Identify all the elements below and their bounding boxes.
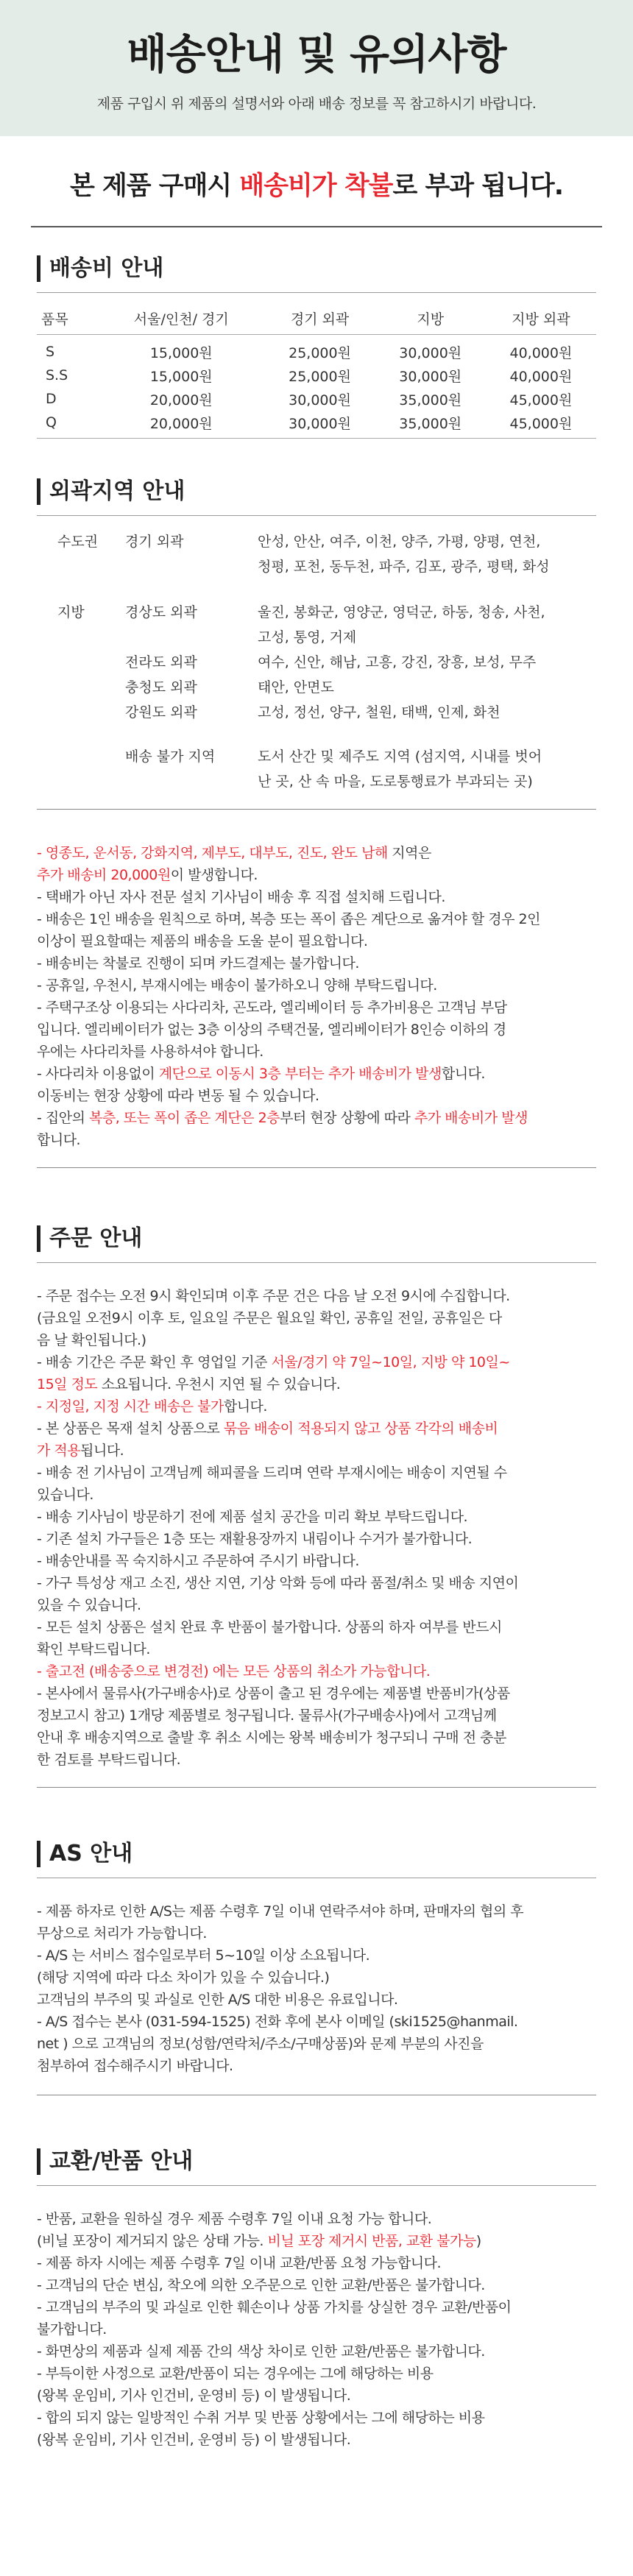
table-cell: 25,000원 [289, 368, 351, 385]
list-item [37, 974, 596, 997]
note-text: 음 날 확인됩니다.) [37, 1332, 146, 1348]
list-item [37, 1660, 596, 1682]
list-item [37, 1085, 596, 1107]
order-list [37, 1285, 596, 1771]
table-cell: Q [37, 411, 98, 439]
region-zone [125, 554, 258, 579]
notice-text-post: 로 부과 됩니다. [392, 171, 563, 201]
note-text: - 배송 기간은 주문 확인 후 영업일 기준 [37, 1354, 272, 1370]
note-text: - 배송은 1인 배송을 원칙으로 하며, 복층 또는 폭이 좁은 계단으로 옮겨야 할 경우 2인 [37, 911, 540, 927]
list-item [37, 2407, 596, 2429]
list-item [37, 1351, 596, 1373]
list-item: (해당 지역에 따라 다소 차이가 있을 수 있습니다.) [37, 1970, 330, 1986]
table-cell: 30,000원 [289, 392, 351, 408]
list-item: 첨부하여 접수해주시기 바랍니다. [37, 2058, 233, 2074]
note-text: (금요일 오전9시 이후 토, 일요일 주문은 월요일 확인, 공휴일 전일, 공휴일은 다 [37, 1310, 502, 1326]
region-zone: 배송 불가 지역 [125, 749, 216, 765]
list-item [37, 1749, 596, 1771]
region-row [37, 529, 596, 554]
region-zone: 전라도 외곽 [125, 654, 197, 670]
table-cell: 40,000원 [509, 344, 573, 361]
region-cities: 울진, 봉화군, 영양군, 영덕군, 하동, 청송, 사천, [258, 604, 545, 620]
list-item [37, 1506, 596, 1528]
note-text: 이상이 필요할때는 제품의 배송을 도울 분이 필요합니다. [37, 933, 368, 949]
section-title-as: AS 안내 [37, 1841, 596, 1867]
highlight-text: - 출고전 (배송중으로 변경전) 에는 모든 상품의 취소가 가능합니다. [37, 1663, 431, 1680]
region-cities: 도서 산간 및 제주도 지역 (섬지역, 시내를 벗어 [258, 749, 542, 765]
col-header: 품목 [37, 302, 98, 335]
divider [31, 226, 602, 227]
list-item [37, 1682, 596, 1705]
note-text: - 기존 설치 가구들은 1층 또는 재활용장까지 내림이나 수거가 불가합니다. [37, 1531, 473, 1547]
list-item [37, 952, 596, 974]
list-item [37, 2429, 596, 2451]
list-item [37, 2274, 596, 2296]
region-area [37, 650, 125, 675]
table-cell: 30,000원 [399, 368, 462, 385]
table-cell: 20,000원 [149, 392, 213, 408]
list-item [37, 1638, 596, 1660]
note-text: - 주문 접수는 오전 9시 확인되며 이후 주문 건은 다음 날 오전 9시에 수집합니다. [37, 1288, 510, 1304]
as-section [37, 1841, 596, 2095]
note-text: 됩니다. [80, 1443, 124, 1459]
note-text: 확인 부탁드립니다. [37, 1641, 150, 1657]
list-item [37, 1727, 596, 1749]
col-header: 서울/인천/ 경기 [98, 302, 264, 335]
note-text: 있을 수 있습니다. [37, 1597, 141, 1613]
list-item: 고객님의 부주의 및 과실로 인한 A/S 대한 비용은 유료입니다. [37, 1992, 398, 2008]
section-divider [37, 809, 596, 810]
region-area: 지방 [57, 604, 85, 620]
note-text: 이 발생합니다. [170, 867, 258, 883]
note-text: 지역은 [387, 845, 431, 861]
fee-section [37, 255, 596, 439]
table-cell: 40,000원 [509, 368, 573, 385]
list-item [37, 1572, 596, 1594]
table-cell: 45,000원 [486, 411, 596, 439]
highlight-text: 계단으로 이동시 3층 부터는 추가 배송비가 발생 [158, 1066, 442, 1082]
note-text: 입니다. 엘리베이터가 없는 3층 이상의 주택건물, 엘리베이터가 8인승 이하의 경 [37, 1022, 506, 1038]
list-item: - 제품 하자로 인한 A/S는 제품 수령후 7일 이내 연락주셔야 하며, 판매자의 협의 후 [37, 1903, 524, 1919]
table-cell: 35,000원 [399, 392, 462, 408]
notes-list [37, 842, 596, 1151]
highlight-text: 추가 배송비 20,000원 [37, 867, 171, 883]
list-item [37, 2296, 596, 2318]
header-banner [0, 0, 633, 136]
region-cities: 난 곳, 산 속 마을, 도로통행료가 부과되는 곳) [258, 774, 533, 790]
list-item [37, 1307, 596, 1329]
page-title: 배송안내 및 유의사항 [127, 31, 506, 79]
fee-table [37, 302, 596, 439]
col-header: 경기 외곽 [264, 302, 375, 335]
note-text: 있습니다. [37, 1487, 93, 1503]
list-item [37, 864, 596, 886]
region-row [37, 554, 596, 579]
region-zone: 충청도 외곽 [125, 679, 197, 696]
list-item [37, 1594, 596, 1616]
highlight-text: 가 적용 [37, 1443, 81, 1459]
list-item [37, 2363, 596, 2385]
region-area [37, 769, 125, 794]
region-cities: 고성, 정선, 양구, 철원, 태백, 인제, 화천 [258, 704, 501, 721]
table-cell: 30,000원 [264, 411, 375, 439]
highlight-text: 비닐 포장 제거시 반품, 교환 불가능 [267, 2233, 476, 2249]
note-text: - 제품 하자 시에는 제품 수령후 7일 이내 교환/반품 요청 가능합니다. [37, 2255, 441, 2271]
note-text: - 집안의 [37, 1110, 89, 1126]
highlight-text: - 지정일, 지정 시간 배송은 불가 [37, 1398, 224, 1415]
note-text: - 화면상의 제품과 실제 제품 간의 색상 차이로 인한 교환/반품은 불가합니다. [37, 2343, 485, 2360]
note-text: 합니다. [223, 1398, 267, 1415]
list-item [37, 930, 596, 952]
notice-text-pre: 본 제품 구매시 [70, 171, 240, 201]
table-cell: S [46, 344, 55, 360]
region-area [37, 744, 125, 769]
region-cities: 여수, 신안, 해남, 고흥, 강진, 장흥, 보성, 무주 [258, 654, 537, 670]
list-item [37, 2385, 596, 2407]
region-section [37, 478, 596, 810]
note-text: (비닐 포장이 제거되지 않은 상태 가능. [37, 2233, 268, 2249]
table-cell: S.S [46, 367, 68, 383]
notes-section [37, 842, 596, 1168]
note-text: ) [475, 2233, 481, 2249]
note-text: 부터 현장 상황에 따라 [280, 1110, 414, 1126]
list-item [37, 1019, 596, 1041]
list-item [37, 997, 596, 1019]
region-zone: 경기 외곽 [125, 534, 184, 550]
list-item [37, 1462, 596, 1484]
note-text: - 모든 설치 상품은 설치 완료 후 반품이 불가합니다. 상품의 하자 여부를 반드시 [37, 1619, 502, 1635]
table-row [37, 364, 596, 387]
section-divider [37, 1787, 596, 1788]
list-item [37, 2252, 596, 2274]
list-item [37, 2340, 596, 2363]
section-title-exchange: 교환/반품 안내 [37, 2148, 596, 2175]
note-text: (왕복 운임비, 기사 인건비, 운영비 등) 이 발생됩니다. [37, 2432, 351, 2448]
section-divider [37, 292, 596, 293]
list-item [37, 2318, 596, 2340]
section-divider [37, 1167, 596, 1168]
note-text: 정보고시 참고) 1개당 제품별로 청구됩니다. 물류사(가구배송사)에서 고객님께 [37, 1708, 497, 1724]
region-row [37, 744, 596, 769]
list-item: - A/S 접수는 본사 (031-594-1525) 전화 후에 본사 이메일 (ski1525@hanmail. [37, 2014, 518, 2030]
list-item [37, 1395, 596, 1418]
note-text: - 본 상품은 목재 설치 상품으로 [37, 1420, 224, 1437]
list-item [37, 1373, 596, 1395]
note-text: - 부득이한 사정으로 교환/반품이 되는 경우에는 그에 해당하는 비용 [37, 2366, 434, 2382]
note-text: - 택배가 아닌 자사 전문 설치 기사님이 배송 후 직접 설치해 드립니다. [37, 889, 445, 905]
list-item: - A/S 는 서비스 접수일로부터 5~10일 이상 소요됩니다. [37, 1947, 370, 1964]
list-item [37, 886, 596, 908]
note-text: - 배송안내를 꼭 숙지하시고 주문하여 주시기 바랍니다. [37, 1553, 359, 1569]
region-zone: 경상도 외곽 [125, 604, 197, 620]
region-row [37, 700, 596, 725]
note-text: - 공휴일, 우천시, 부재시에는 배송이 불가하오니 양해 부탁드립니다. [37, 977, 437, 994]
notice-highlight: 배송비가 착불 [239, 171, 393, 201]
note-text: - 본사에서 물류사(가구배송사)로 상품이 출고 된 경우에는 제품별 반품비가(상품 [37, 1685, 510, 1702]
note-text: - 사다리차 이용없이 [37, 1066, 159, 1082]
list-item [37, 1285, 596, 1307]
section-title-fee: 배송비 안내 [37, 255, 596, 282]
note-text: - 반품, 교환을 원하실 경우 제품 수령후 7일 이내 요청 가능 합니다. [37, 2211, 432, 2227]
col-header: 지방 외곽 [486, 302, 596, 335]
list-item [37, 1440, 596, 1462]
list-item [37, 842, 596, 864]
highlight-text: 서울/경기 약 7일~10일, 지방 약 10일~ [271, 1354, 510, 1370]
highlight-text: 추가 배송비가 발생 [414, 1110, 528, 1126]
note-text: 소요됩니다. 우천시 지연 될 수 있습니다. [97, 1376, 341, 1393]
note-text: - 배송 전 기사님이 고객님께 해피콜을 드리며 연락 부재시에는 배송이 지연될 수 [37, 1465, 507, 1481]
note-text: 불가합니다. [37, 2321, 107, 2338]
table-cell: 30,000원 [399, 344, 462, 361]
highlight-text: 15일 정도 [37, 1376, 98, 1393]
region-cities: 태안, 안면도 [258, 679, 334, 696]
list-item [37, 1528, 596, 1550]
region-area [37, 625, 125, 650]
section-divider [37, 2185, 596, 2186]
table-cell: 15,000원 [149, 368, 213, 385]
region-row [37, 675, 596, 700]
table-cell: 15,000원 [149, 344, 213, 361]
list-item [37, 1484, 596, 1506]
table-cell: 20,000원 [98, 411, 264, 439]
note-text: - 합의 되지 않는 일방적인 수취 거부 및 반품 상황에서는 그에 해당하는 비용 [37, 2410, 485, 2426]
table-cell: 25,000원 [289, 344, 351, 361]
note-text: 안내 후 배송지역으로 출발 후 취소 시에는 왕복 배송비가 청구되니 구매 전 충분 [37, 1730, 506, 1746]
note-text: - 고객님의 부주의 및 과실로 인한 훼손이나 상품 가치를 상실한 경우 교환/반품이 [37, 2299, 512, 2315]
list-item [37, 1418, 596, 1440]
col-header: 지방 [375, 302, 486, 335]
table-row [37, 335, 596, 364]
table-row [37, 411, 596, 439]
region-cities: 고성, 통영, 거제 [258, 629, 357, 645]
region-list [37, 529, 596, 794]
region-zone [125, 625, 258, 650]
list-item [37, 1041, 596, 1063]
note-text: (왕복 운임비, 기사 인건비, 운영비 등) 이 발생됩니다. [37, 2388, 351, 2404]
note-text: - 가구 특성상 재고 소진, 생산 지연, 기상 악화 등에 따라 품절/취소 및 배송 지연이 [37, 1575, 519, 1591]
region-area [37, 675, 125, 700]
list-item [37, 1550, 596, 1572]
highlight-text: 묶음 배송이 적용되지 않고 상품 각각의 배송비 [223, 1420, 498, 1437]
region-row [37, 625, 596, 650]
table-cell: D [46, 391, 57, 407]
region-area [37, 554, 125, 579]
region-row [37, 769, 596, 794]
exchange-section [37, 2148, 596, 2451]
note-text: - 배송 기사님이 방문하기 전에 제품 설치 공간을 미리 확보 부탁드립니다. [37, 1509, 468, 1525]
list-item [37, 2208, 596, 2230]
list-item: 무상으로 처리가 가능합니다. [37, 1925, 207, 1942]
region-zone: 강원도 외곽 [125, 704, 197, 721]
fee-table-header [37, 302, 596, 335]
table-cell: 45,000원 [509, 392, 573, 408]
note-text: 합니다. [37, 1132, 81, 1148]
list-item [37, 1616, 596, 1638]
shipping-fee-notice [0, 166, 633, 202]
list-item [37, 1705, 596, 1727]
list-item [37, 1129, 596, 1151]
highlight-text: - 영종도, 운서동, 강화지역, 제부도, 대부도, 진도, 완도 남해 [37, 845, 388, 861]
list-item: net ) 으로 고객님의 정보(성함/연락처/주소/구매상품)와 문제 부분의 사진을 [37, 2036, 484, 2052]
note-text: 한 검토를 부탁드립니다. [37, 1752, 181, 1768]
section-title-order: 주문 안내 [37, 1225, 596, 1252]
list-item [37, 1107, 596, 1129]
note-text: 우에는 사다리차를 사용하셔야 합니다. [37, 1044, 264, 1060]
as-list [37, 1900, 596, 2077]
section-divider [37, 515, 596, 516]
list-item [37, 908, 596, 930]
note-text: - 주택구조상 이용되는 사다리차, 곤도라, 엘리베이터 등 추가비용은 고객님 부담 [37, 999, 507, 1016]
region-area [37, 700, 125, 725]
region-cities: 안성, 안산, 여주, 이천, 양주, 가평, 양평, 연천, [258, 534, 541, 550]
note-text: - 고객님의 단순 변심, 착오에 의한 오주문으로 인한 교환/반품은 불가합니다. [37, 2277, 485, 2293]
note-text: 합니다. [441, 1066, 485, 1082]
list-item [37, 2230, 596, 2252]
exchange-list [37, 2208, 596, 2451]
note-text: - 배송비는 착불로 진행이 되며 카드결제는 불가합니다. [37, 955, 359, 972]
region-zone [125, 769, 258, 794]
section-divider [37, 1262, 596, 1263]
table-row [37, 387, 596, 411]
order-section [37, 1225, 596, 1788]
table-cell: 35,000원 [375, 411, 486, 439]
region-cities: 청평, 포천, 동두천, 파주, 김포, 광주, 평택, 화성 [258, 559, 550, 575]
section-title-region: 외곽지역 안내 [37, 478, 596, 505]
region-row [37, 600, 596, 625]
note-text: 이동비는 현장 상황에 따라 변동 될 수 있습니다. [37, 1088, 319, 1104]
region-area: 수도권 [57, 534, 99, 550]
list-item [37, 1329, 596, 1351]
highlight-text: 복층, 또는 폭이 좁은 계단은 2층 [89, 1110, 280, 1126]
region-row [37, 650, 596, 675]
page-subtitle: 제품 구입시 위 제품의 설명서와 아래 배송 정보를 꼭 참고하시기 바랍니다. [96, 96, 537, 112]
list-item [37, 1063, 596, 1085]
